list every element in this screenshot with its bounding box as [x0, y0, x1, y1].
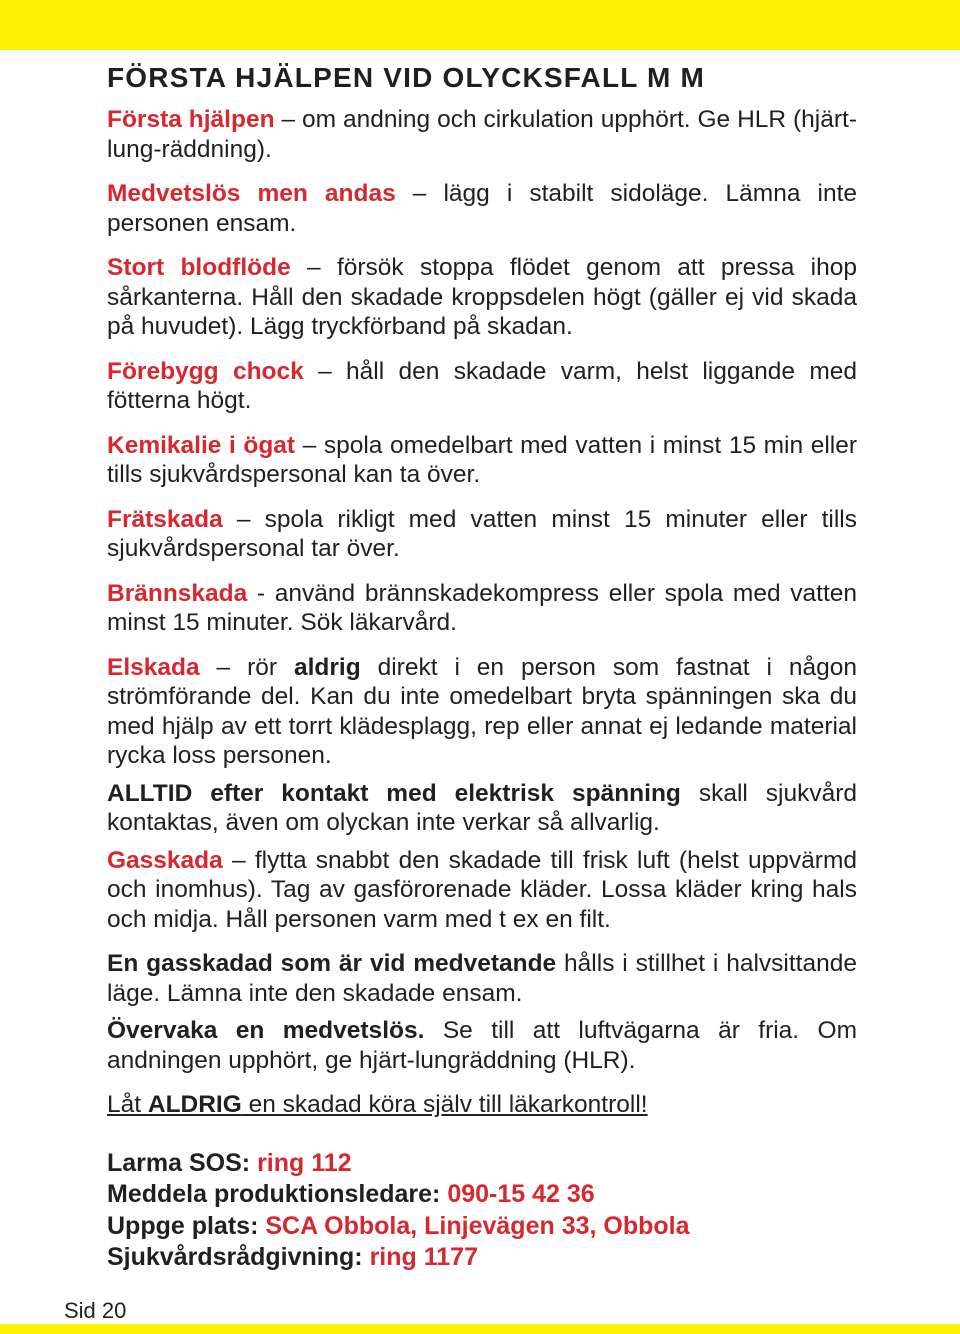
- warning-text: Låt: [107, 1091, 148, 1118]
- instruction-emphasis: aldrig: [293, 653, 361, 681]
- contact-row: [107, 1242, 857, 1274]
- instruction-text: – försök stoppa flödet genom att pressa ihop sårkanterna. Håll den skadade kroppsdelen högt (gäller ej vid skada på huvudet). Lägg tryckförband på skadan.: [107, 254, 857, 340]
- instruction-text: skall sjukvård kontaktas, även om olyckan inte verkar så allvarlig.: [107, 779, 858, 836]
- contact-value: 090-15 42 36: [447, 1180, 595, 1208]
- instruction-alltid: [107, 779, 857, 838]
- instruction-emphasis: ALLTID efter kontakt med elektrisk spänning: [107, 779, 681, 807]
- instruction-text: – spola rikligt med vatten minst 15 minuter eller tills sjukvårdspersonal tar över.: [107, 505, 857, 562]
- instruction-text: – håll den skadade varm, helst liggande med fötterna högt.: [107, 357, 858, 414]
- page-title: FÖRSTA HJÄLPEN VID OLYCKSFALL M M: [107, 62, 706, 93]
- instruction-kemikalie: [107, 431, 857, 490]
- contact-label: Larma SOS:: [107, 1148, 251, 1177]
- instruction-chock: [107, 357, 857, 416]
- contact-value: ring 1177: [369, 1243, 478, 1271]
- contact-label: Sjukvårdsrådgivning:: [107, 1243, 363, 1271]
- bottom-yellow-band: [0, 1324, 960, 1334]
- emergency-contacts: [107, 1148, 857, 1274]
- contact-row: [107, 1148, 857, 1180]
- page-content: [107, 60, 857, 1274]
- instruction-text: - använd brännskadekompress eller spola med vatten minst 15 minuter. Sök läkarvård.: [107, 579, 857, 636]
- instruction-text: Se till att luftvägarna är fria. Om andningen upphört, ge hjärt-lungräddning (HLR).: [107, 1017, 857, 1074]
- instruction-text: – lägg i stabilt sidoläge. Lämna inte personen ensam.: [107, 180, 857, 237]
- instruction-brannskada: [107, 579, 857, 638]
- instruction-elskada: [107, 653, 857, 771]
- instruction-label: Förebygg chock: [107, 357, 304, 385]
- contact-label: Uppge plats:: [107, 1211, 259, 1240]
- instruction-text: – flytta snabbt den skadade till frisk luft (helst uppvärmd och inomhus). Tag av gasförorenade kläder. Lossa kläder kring hals och midja. Håll personen varm med t ex en filt.: [107, 846, 857, 933]
- instruction-fratskada: [107, 505, 857, 564]
- contact-row: [107, 1211, 857, 1243]
- contact-row: [107, 1179, 857, 1211]
- instruction-label: Gasskada: [107, 846, 223, 874]
- instruction-text: direkt i en person som fastnat i någon strömförande del. Kan du inte omedelbart bryta spänningen ska du med hjälp av ett torrt klädesplagg, rep eller annat ej ledande material rycka loss personen.: [107, 653, 857, 769]
- instruction-text: – rör: [199, 653, 294, 681]
- instruction-blodflode: [107, 253, 857, 342]
- instruction-emphasis: En gasskadad som är vid medvetande: [107, 950, 557, 977]
- instruction-medvetande: [107, 949, 857, 1008]
- instruction-label: Kemikalie i ögat: [107, 431, 296, 459]
- contact-label: Meddela produktionsledare:: [107, 1180, 441, 1208]
- page-number: Sid 20: [64, 1298, 127, 1323]
- contact-value: SCA Obbola, Linjevägen 33, Obbola: [265, 1211, 690, 1240]
- instruction-label: Elskada: [107, 653, 200, 681]
- instruction-gasskada: [107, 846, 857, 935]
- instruction-label: Brännskada: [107, 579, 248, 607]
- instruction-label: Första hjälpen: [107, 106, 275, 133]
- instruction-label: Stort blodflöde: [107, 254, 291, 281]
- instruction-forsta-hjalpen: [107, 105, 857, 164]
- instruction-label: Medvetslös men andas: [107, 180, 396, 207]
- instruction-text: hålls i stillhet i halvsittande läge. Lämna inte den skadade ensam.: [107, 950, 857, 1007]
- contact-value: ring 112: [257, 1148, 352, 1177]
- instruction-label: Frätskada: [107, 505, 223, 533]
- warning-text: en skadad köra själv till läkarkontroll!: [241, 1091, 648, 1118]
- top-yellow-band: [0, 0, 960, 50]
- instruction-overvaka: [107, 1016, 857, 1075]
- warning-emphasis: ALDRIG: [147, 1091, 242, 1118]
- instruction-medvetslos: [107, 179, 857, 238]
- instruction-text: – spola omedelbart med vatten i minst 15 min eller tills sjukvårdspersonal kan ta över.: [107, 431, 857, 488]
- instruction-emphasis: Övervaka en medvetslös.: [107, 1017, 425, 1044]
- warning-line: [107, 1090, 857, 1120]
- instruction-text: – om andning och cirkulation upphört. Ge HLR (hjärt-lung-räddning).: [107, 106, 857, 163]
